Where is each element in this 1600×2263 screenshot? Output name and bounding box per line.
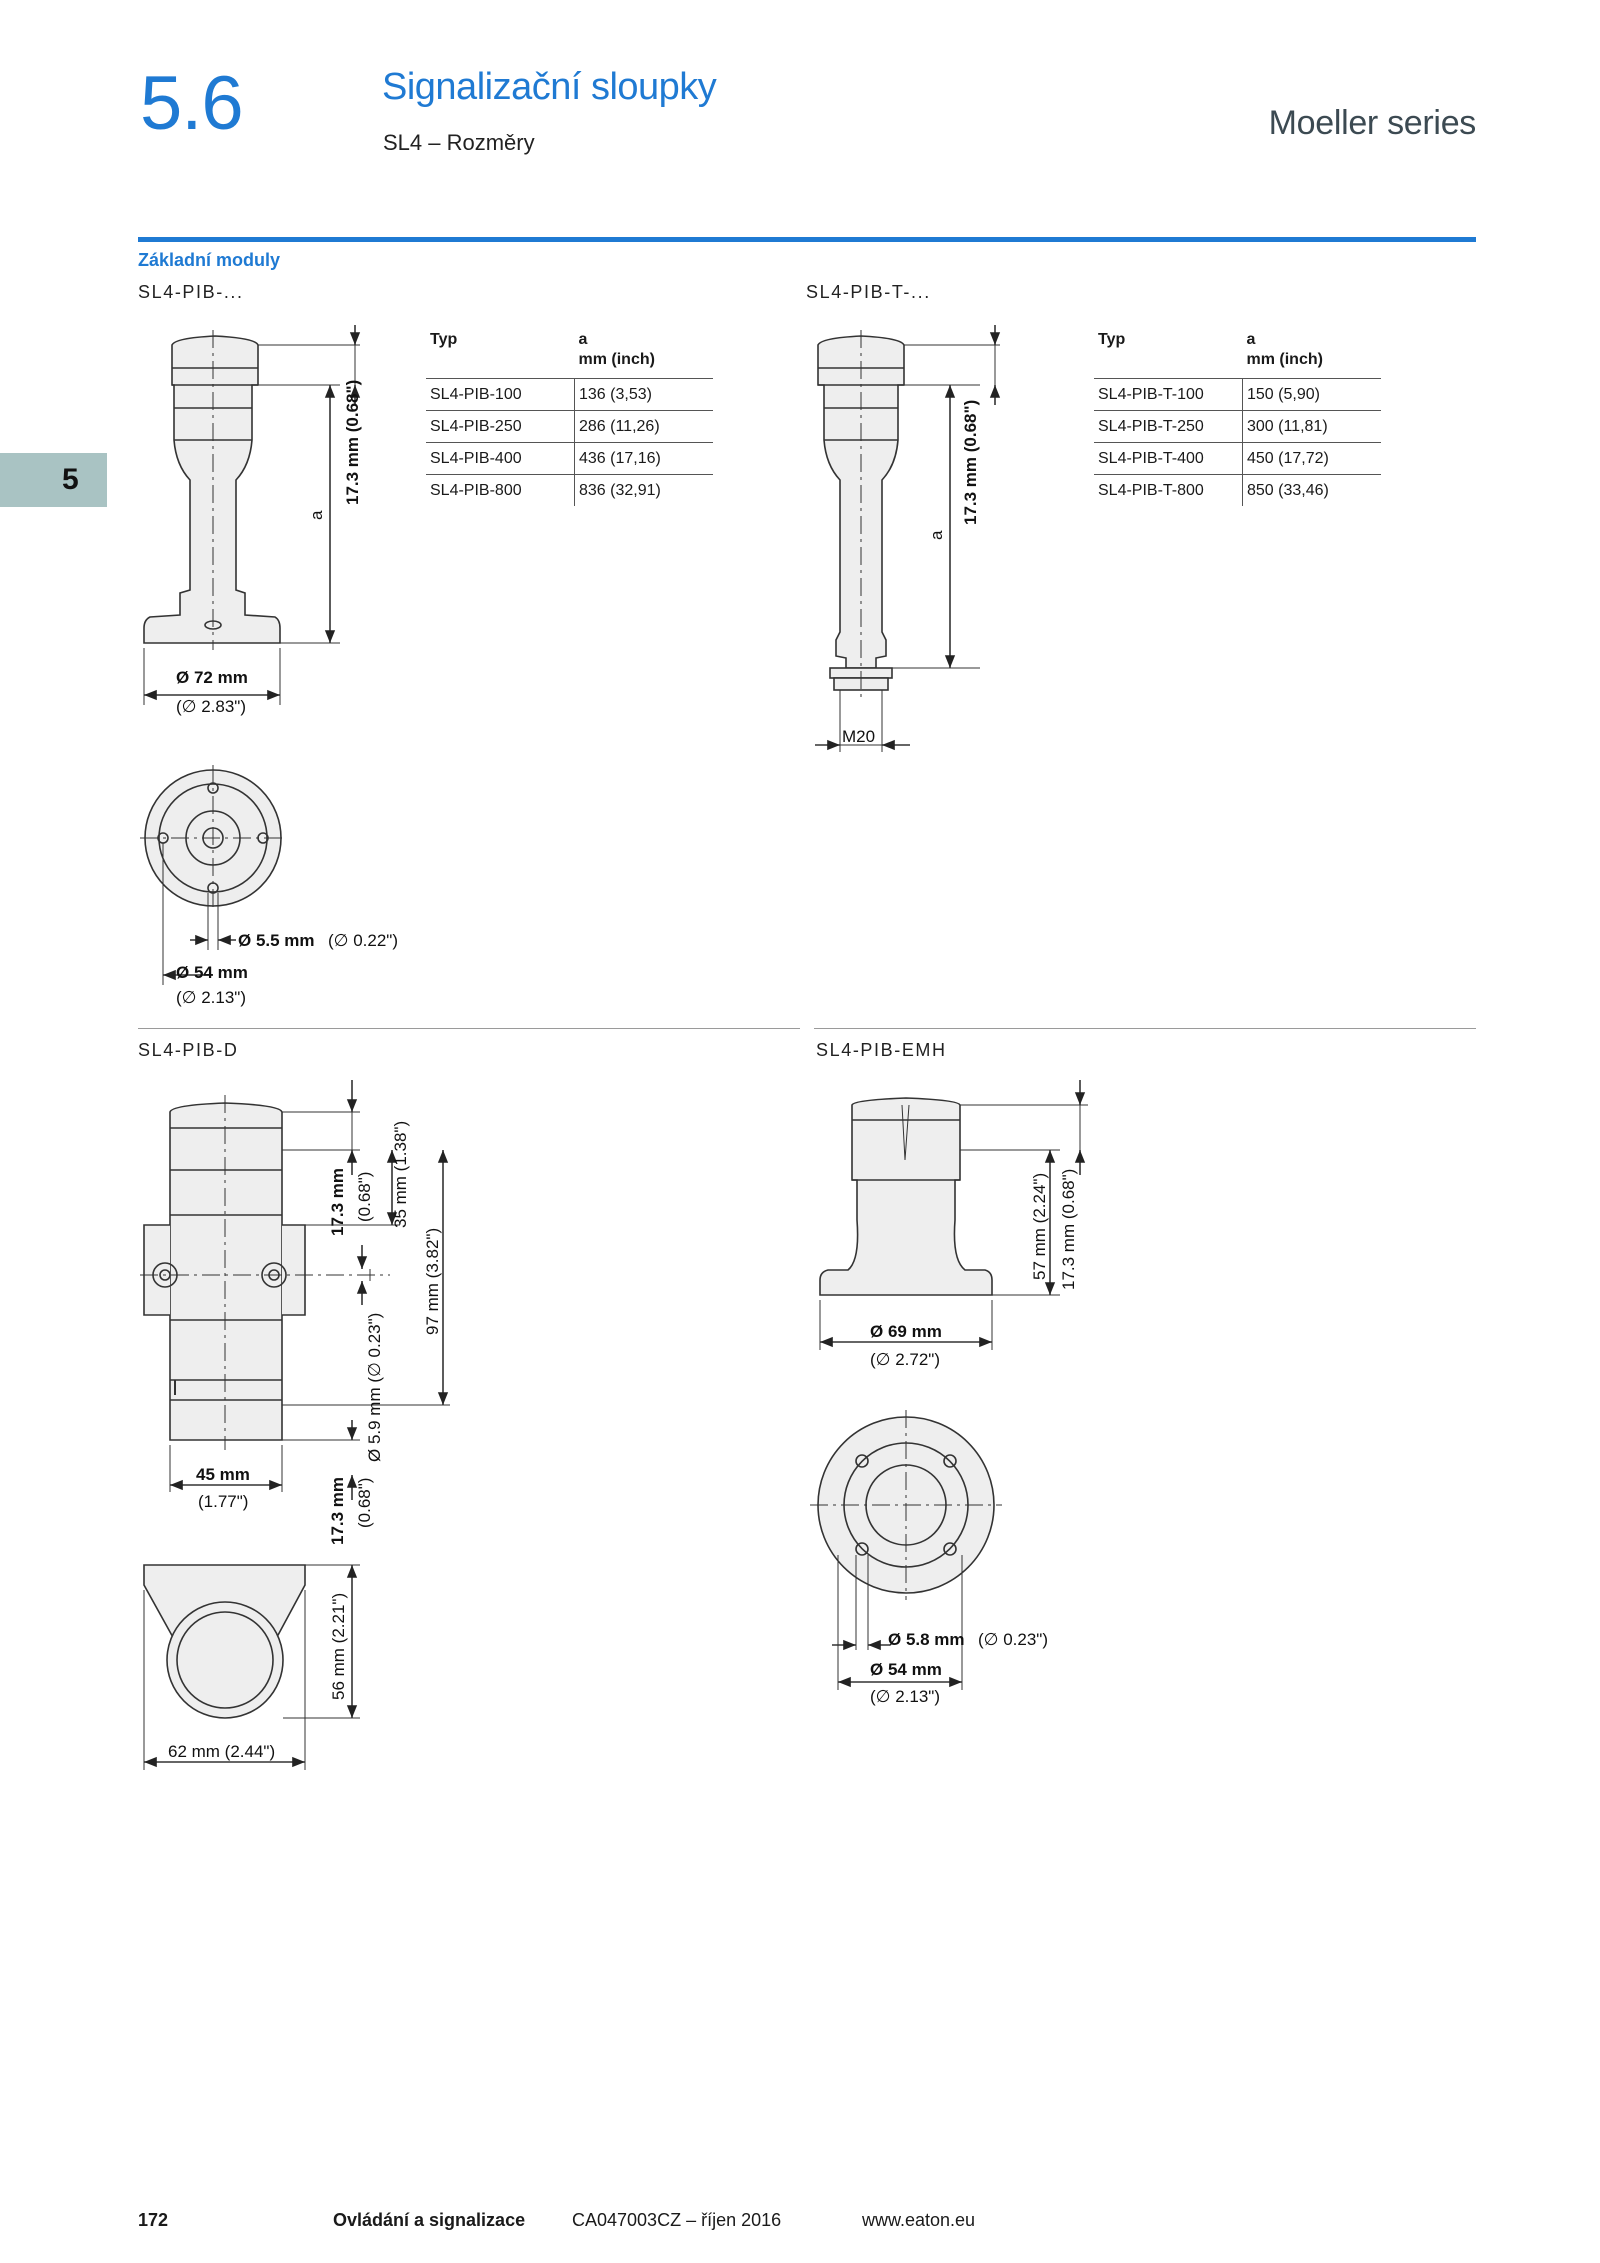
dim-pib-hole: Ø 5.5 mm: [238, 931, 315, 950]
dim-pib-pcd: Ø 54 mm: [176, 963, 248, 982]
dim-emh-h2: 17.3 mm (0.68"): [1059, 1168, 1078, 1290]
table-header-a: a mm (inch): [1246, 331, 1323, 368]
dim-pib-pcd-in: (∅ 2.13"): [176, 988, 246, 1007]
table-header-typ: Typ: [1098, 331, 1126, 348]
dim-pib-t-height: 17.3 mm (0.68"): [961, 399, 980, 525]
dim-pib-d-h2: 35 mm (1.38"): [391, 1120, 410, 1228]
table-header-typ: Typ: [430, 331, 458, 348]
dim-pib-d-w2: 62 mm (2.44"): [168, 1742, 276, 1761]
dim-pib-d-w: 45 mm: [196, 1465, 250, 1484]
dim-emh-hole-in: (∅ 0.23"): [978, 1630, 1048, 1649]
table-row: SL4-PIB-T-250 300 (11,81): [1094, 411, 1381, 443]
dim-pib-a: a: [307, 510, 326, 520]
block-title-pib: SL4-PIB-...: [138, 282, 244, 302]
side-tab-label: 5: [62, 463, 79, 496]
dim-pib-d-h1: 17.3 mm: [328, 1167, 347, 1236]
table-row: SL4-PIB-T-400 450 (17,72): [1094, 443, 1381, 475]
dim-pib-height: 17.3 mm (0.68"): [343, 379, 362, 505]
dim-emh-hole: Ø 5.8 mm: [888, 1630, 965, 1649]
page-title: Signalizační sloupky: [382, 66, 717, 108]
dim-pib-base-d-in: (∅ 2.83"): [176, 697, 246, 716]
page-number: 172: [138, 2210, 169, 2230]
dim-pib-d-h4-in: (0.68"): [355, 1477, 374, 1528]
pib-bottom-drawing: [140, 765, 286, 985]
chapter-number: 5.6: [140, 61, 243, 146]
table-row: SL4-PIB-T-800 850 (33,46): [1094, 475, 1381, 507]
block-title-pib-d: SL4-PIB-D: [138, 1040, 239, 1060]
dim-pib-d-h5: 56 mm (2.21"): [329, 1592, 348, 1700]
dim-emh-pcd-in: (∅ 2.13"): [870, 1687, 940, 1706]
dim-pib-d-hole: Ø 5.9 mm (∅ 0.23"): [365, 1312, 384, 1462]
section-title: Základní moduly: [138, 250, 281, 270]
table-row: SL4-PIB-400 436 (17,16): [426, 443, 713, 475]
pib-side-drawing: [144, 325, 360, 705]
dim-pib-d-h1-in: (0.68"): [355, 1171, 374, 1222]
catalog-code: CA047003CZ – říjen 2016: [572, 2210, 782, 2230]
catalog-title: Ovládání a signalizace: [333, 2210, 526, 2230]
dim-emh-pcd: Ø 54 mm: [870, 1660, 942, 1679]
dim-pib-hole-in: (∅ 0.22"): [328, 931, 398, 950]
table-row: SL4-PIB-T-100 150 (5,90): [1094, 379, 1381, 411]
dim-pib-t-a: a: [927, 530, 946, 540]
dim-pib-d-h4: 17.3 mm: [328, 1476, 347, 1545]
dim-emh-base-d: Ø 69 mm: [870, 1322, 942, 1341]
table-row: SL4-PIB-800 836 (32,91): [426, 475, 713, 507]
page-subtitle: SL4 – Rozměry: [383, 130, 535, 155]
pib-t-side-drawing: [815, 325, 1000, 752]
dim-emh-base-d-in: (∅ 2.72"): [870, 1350, 940, 1369]
table-row: SL4-PIB-100 136 (3,53): [426, 379, 713, 411]
dim-pib-t-thread: M20: [842, 727, 876, 746]
block-title-pib-t: SL4-PIB-T-...: [806, 282, 931, 302]
website-link[interactable]: www.eaton.eu: [862, 2210, 976, 2230]
pib-d-top-drawing: [144, 1565, 360, 1770]
dim-pib-d-w-in: (1.77"): [198, 1492, 249, 1511]
series-label: Moeller series: [1268, 104, 1476, 142]
table-header-a: a mm (inch): [578, 331, 655, 368]
dim-pib-d-h3: 97 mm (3.82"): [423, 1227, 442, 1335]
dim-emh-h1: 57 mm (2.24"): [1030, 1172, 1049, 1280]
block-title-pib-emh: SL4-PIB-EMH: [816, 1040, 947, 1060]
dim-pib-base-d: Ø 72 mm: [176, 668, 248, 687]
table-row: SL4-PIB-250 286 (11,26): [426, 411, 713, 443]
